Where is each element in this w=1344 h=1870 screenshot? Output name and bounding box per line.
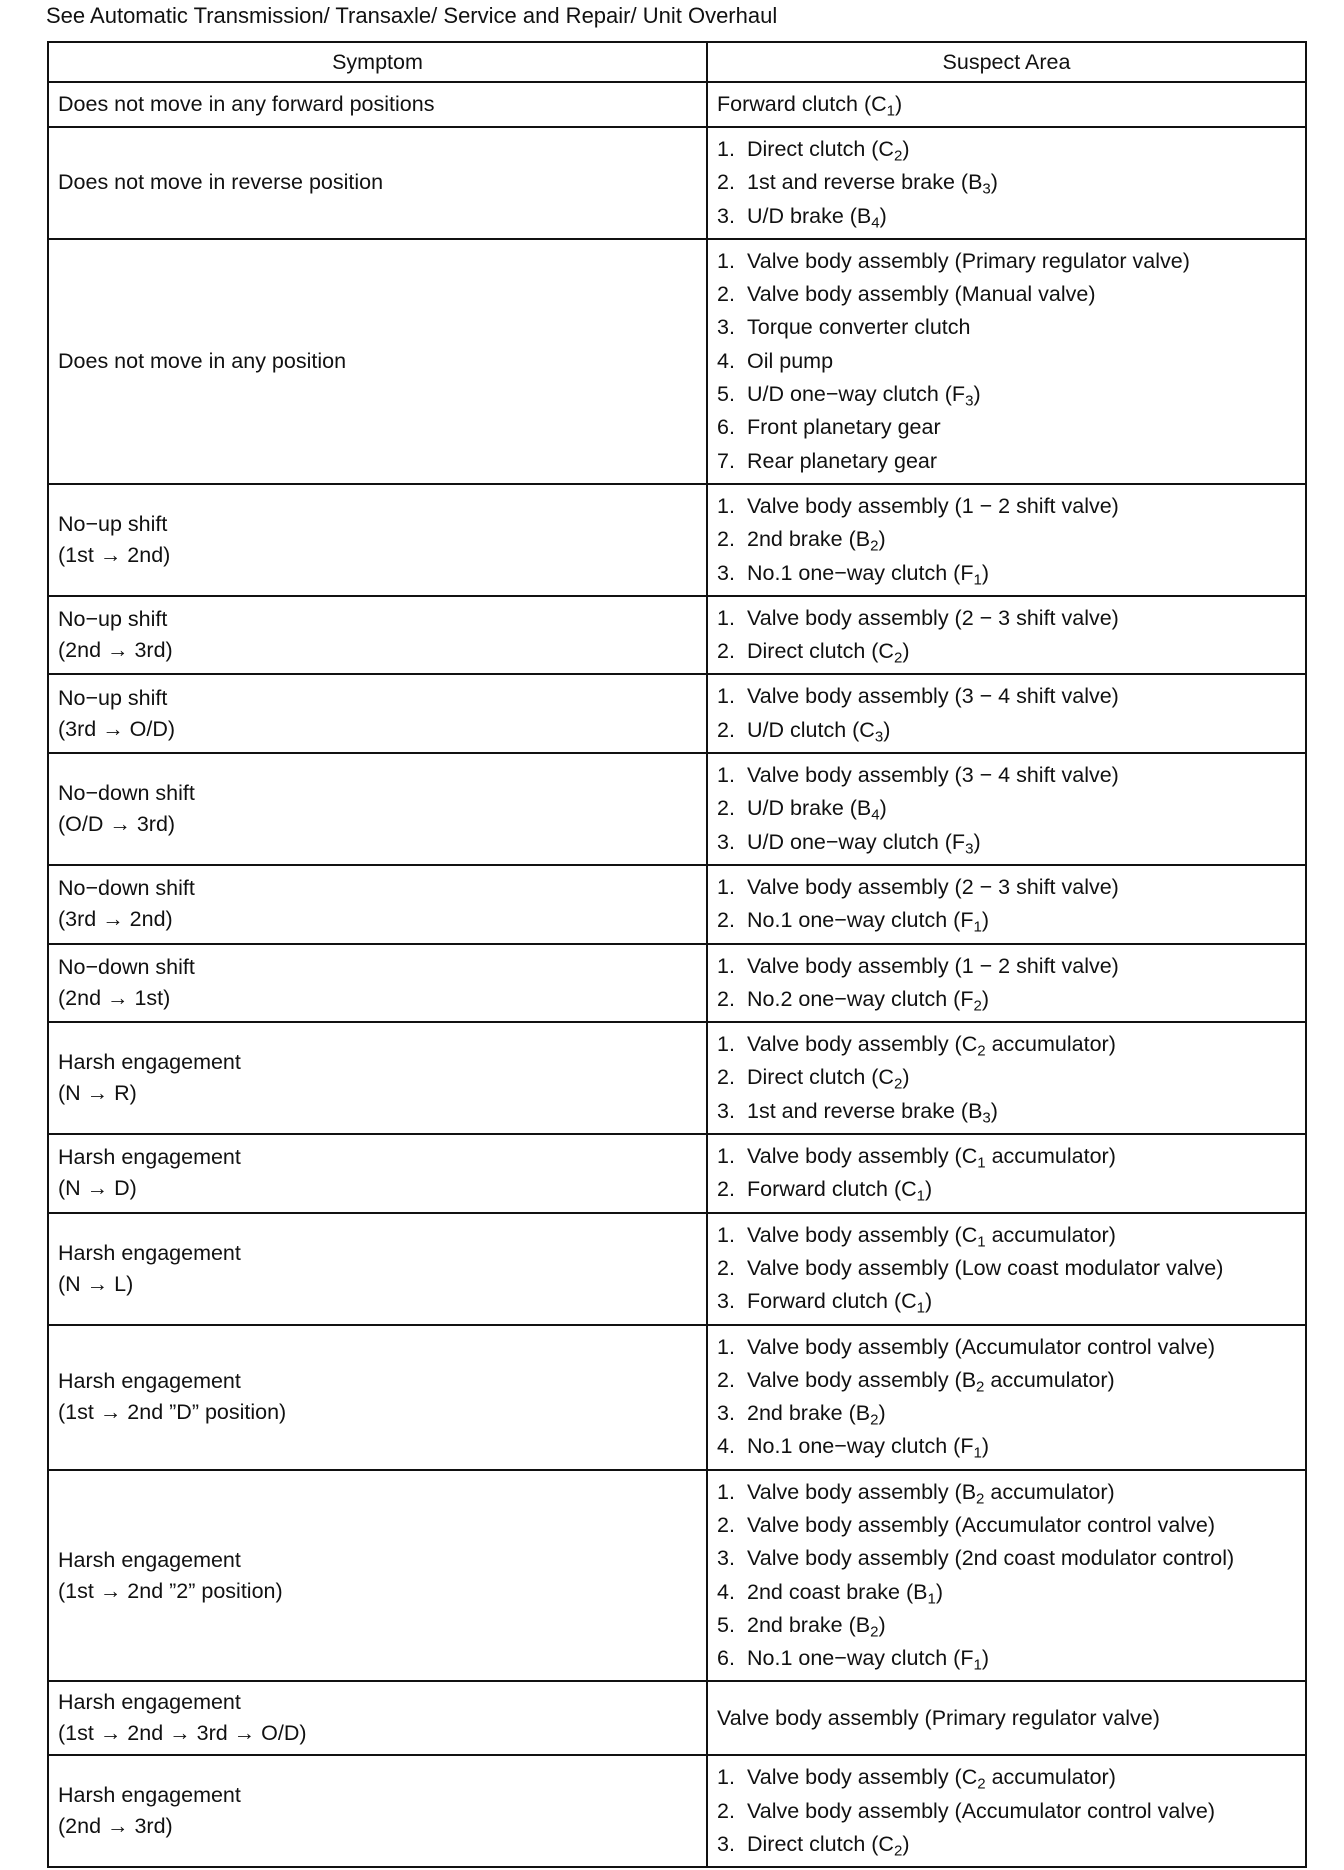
text-segment: 2nd brake (B — [747, 527, 871, 552]
list-item — [717, 1285, 1296, 1318]
list-item — [717, 1095, 1296, 1128]
symptom-cell — [48, 127, 707, 239]
list-item-number: 2. — [717, 1367, 735, 1392]
table-row — [48, 127, 1306, 239]
suspect-area-cell — [707, 596, 1306, 675]
text-segment: Torque converter clutch — [747, 315, 971, 340]
text-segment: Valve body assembly (2 − 3 shift valve) — [747, 605, 1119, 630]
subscript: 3 — [982, 180, 991, 198]
symptom-text: Harsh engagement — [58, 1547, 241, 1572]
text-segment: Valve body assembly (B — [747, 1367, 977, 1392]
subscript: 2 — [977, 1775, 986, 1793]
text-segment: Valve body assembly (3 − 4 shift valve) — [747, 684, 1119, 709]
list-item-number: 2. — [717, 527, 735, 552]
table-row — [48, 1134, 1306, 1213]
list-item — [717, 490, 1296, 523]
list-item — [717, 950, 1296, 983]
list-item — [717, 871, 1296, 904]
list-item — [717, 1761, 1296, 1794]
text-segment: Forward clutch (C — [717, 92, 887, 116]
suspect-area-cell — [707, 82, 1306, 127]
list-item-number: 1. — [717, 953, 735, 978]
table-row — [48, 1681, 1306, 1755]
symptom-cell — [48, 1325, 707, 1470]
list-item-number: 4. — [717, 1579, 735, 1604]
table-row — [48, 239, 1306, 484]
list-item — [717, 1509, 1296, 1542]
text-segment: U/D one−way clutch (F — [747, 382, 966, 407]
list-item-number: 6. — [717, 1646, 735, 1671]
symptom-text: No−up shift — [58, 685, 168, 710]
subscript: 3 — [874, 728, 884, 746]
text-segment: U/D one−way clutch (F — [747, 829, 966, 854]
list-item-number: 3. — [717, 1832, 735, 1857]
text-segment: Valve body assembly (Low coast modulator valve) — [747, 1255, 1224, 1280]
list-item — [717, 759, 1296, 792]
symptom-text: Does not move in any forward positions — [58, 92, 435, 116]
list-item-number: 1. — [717, 1222, 735, 1247]
symptom-text: (1st → 2nd) — [58, 542, 171, 567]
text-segment: ) — [925, 1177, 933, 1202]
text-segment: ) — [981, 986, 990, 1011]
list-item-number: 1. — [717, 1334, 735, 1359]
symptom-cell — [48, 944, 707, 1023]
table-row — [48, 1213, 1306, 1325]
list-item — [717, 200, 1296, 233]
list-item — [717, 1061, 1296, 1094]
text-segment: Forward clutch (C — [747, 1289, 917, 1314]
table-row — [48, 596, 1306, 675]
symptom-text: (N → R) — [58, 1081, 137, 1106]
subscript: 1 — [927, 1590, 936, 1608]
list-item-number: 2. — [717, 282, 735, 307]
list-item — [717, 714, 1296, 747]
text-segment: Valve body assembly (C — [747, 1222, 978, 1247]
text-segment: 1st and reverse brake (B — [747, 1098, 983, 1123]
text-segment: Direct clutch (C — [747, 1065, 894, 1090]
suspect-area-list — [717, 1140, 1296, 1207]
list-item-number: 4. — [717, 1434, 735, 1459]
symptom-cell — [48, 596, 707, 675]
text-segment: ) — [981, 908, 990, 933]
subscript: 1 — [977, 1233, 986, 1251]
suspect-area-cell — [707, 1470, 1306, 1682]
list-item-number: 2. — [717, 1255, 735, 1280]
subscript: 2 — [976, 1490, 985, 1508]
symptom-text: No−down shift — [58, 780, 195, 805]
list-item-number: 3. — [717, 203, 735, 228]
table-row — [48, 865, 1306, 944]
list-item — [717, 1576, 1296, 1609]
text-segment: accumulator) — [985, 1144, 1116, 1169]
subscript: 2 — [976, 1378, 985, 1396]
table-row — [48, 753, 1306, 865]
list-item — [717, 245, 1296, 278]
text-segment: ) — [981, 560, 990, 585]
list-item-number: 1. — [717, 1479, 735, 1504]
list-item — [717, 411, 1296, 444]
symptom-cell — [48, 1022, 707, 1134]
symptom-text: (N → D) — [58, 1176, 137, 1201]
list-item — [717, 602, 1296, 635]
symptom-text: Harsh engagement — [58, 1783, 241, 1808]
subscript: 1 — [916, 1299, 926, 1317]
list-item — [717, 1542, 1296, 1575]
table-row — [48, 1470, 1306, 1682]
column-header-suspect-area: Suspect Area — [707, 42, 1306, 82]
symptom-cell — [48, 1755, 707, 1867]
symptom-cell — [48, 674, 707, 753]
text-segment: U/D brake (B — [747, 203, 872, 228]
suspect-area-cell — [707, 1681, 1306, 1755]
text-segment: Valve body assembly (Primary regulator valve) — [747, 248, 1190, 273]
list-item — [717, 311, 1296, 344]
text-segment: Oil pump — [747, 348, 834, 373]
text-segment: accumulator) — [984, 1479, 1115, 1504]
text-segment: Valve body assembly (C — [747, 1765, 978, 1790]
suspect-area-list — [717, 950, 1296, 1017]
symptom-text: (1st → 2nd ”D” position) — [58, 1400, 287, 1425]
list-item-number: 4. — [717, 348, 735, 373]
list-item-number: 1. — [717, 248, 735, 273]
text-segment: ) — [973, 829, 981, 854]
table-row — [48, 944, 1306, 1023]
table-row — [48, 82, 1306, 127]
suspect-area-list — [717, 490, 1296, 590]
list-item-number: 2. — [717, 796, 735, 821]
text-segment: ) — [902, 137, 910, 161]
list-item — [717, 792, 1296, 825]
list-item-number: 5. — [717, 382, 735, 407]
text-segment: No.1 one−way clutch (F — [747, 560, 974, 585]
suspect-area-list — [717, 602, 1296, 669]
suspect-area-cell — [707, 484, 1306, 596]
list-item-number: 1. — [717, 137, 735, 161]
list-item — [717, 1252, 1296, 1285]
table-row — [48, 1325, 1306, 1470]
text-segment: ) — [878, 1401, 886, 1426]
text-segment: Direct clutch (C — [747, 137, 894, 161]
suspect-area-cell — [707, 865, 1306, 944]
text-segment: Valve body assembly (1 − 2 shift valve) — [747, 953, 1119, 978]
symptom-cell — [48, 753, 707, 865]
text-segment: ) — [879, 203, 887, 228]
list-item — [717, 1173, 1296, 1206]
text-segment: 1st and reverse brake (B — [747, 170, 983, 195]
list-item — [717, 557, 1296, 590]
list-item — [717, 680, 1296, 713]
suspect-area-cell — [707, 753, 1306, 865]
text-segment: ) — [973, 382, 981, 407]
list-item-number: 3. — [717, 1546, 735, 1571]
subscript: 2 — [893, 1842, 903, 1860]
list-item-number: 3. — [717, 1098, 735, 1123]
suspect-area-text: Valve body assembly (Primary regulator valve) — [717, 1705, 1160, 1730]
suspect-area-list — [717, 1331, 1296, 1464]
symptom-cell — [48, 1470, 707, 1682]
text-segment: ) — [902, 1832, 910, 1857]
text-segment: ) — [990, 1098, 998, 1123]
subscript: 1 — [973, 1444, 982, 1462]
text-segment: No.1 one−way clutch (F — [747, 908, 974, 933]
list-item-number: 1. — [717, 763, 735, 788]
list-item — [717, 1331, 1296, 1364]
subscript: 2 — [893, 1075, 903, 1093]
text-segment: Valve body assembly (B — [747, 1479, 977, 1504]
text-segment: Valve body assembly (1 − 2 shift valve) — [747, 493, 1119, 518]
suspect-area-cell — [707, 1022, 1306, 1134]
text-segment: Valve body assembly (C — [747, 1144, 978, 1169]
subscript: 2 — [870, 1411, 879, 1429]
list-item-number: 2. — [717, 1798, 735, 1823]
list-item-number: 7. — [717, 448, 735, 473]
list-item-number: 2. — [717, 1177, 735, 1202]
list-item-number: 2. — [717, 717, 735, 742]
symptom-cell — [48, 1134, 707, 1213]
symptom-text: Harsh engagement — [58, 1369, 241, 1394]
text-segment: Rear planetary gear — [747, 448, 938, 473]
list-item-number: 1. — [717, 493, 735, 518]
text-segment: ) — [981, 1646, 990, 1671]
symptom-text: Harsh engagement — [58, 1145, 241, 1170]
list-item — [717, 1642, 1296, 1675]
list-item — [717, 1476, 1296, 1509]
subscript: 1 — [916, 1187, 926, 1205]
text-segment: Valve body assembly (Accumulator control valve) — [747, 1512, 1216, 1537]
symptom-text: No−up shift — [58, 511, 168, 536]
suspect-area-cell — [707, 1325, 1306, 1470]
subscript: 2 — [870, 537, 879, 555]
text-segment: Valve body assembly (2nd coast modulator control) — [747, 1546, 1235, 1571]
suspect-area-list — [717, 871, 1296, 938]
symptom-cell — [48, 865, 707, 944]
list-item — [717, 1364, 1296, 1397]
list-item-number: 3. — [717, 1289, 735, 1314]
list-item — [717, 1795, 1296, 1828]
list-item — [717, 904, 1296, 937]
suspect-area-list — [717, 759, 1296, 859]
subscript: 1 — [886, 102, 896, 120]
symptom-cell — [48, 484, 707, 596]
list-item-number: 3. — [717, 560, 735, 585]
table-row — [48, 1755, 1306, 1867]
symptom-text: (3rd → O/D) — [58, 716, 176, 741]
list-item — [717, 826, 1296, 859]
list-item — [717, 345, 1296, 378]
symptom-text: Does not move in reverse position — [58, 170, 384, 195]
symptom-text: Does not move in any position — [58, 348, 347, 373]
symptom-cell — [48, 82, 707, 127]
suspect-area-cell — [707, 1213, 1306, 1325]
list-item-number: 3. — [717, 1401, 735, 1426]
list-item-number: 6. — [717, 415, 735, 440]
suspect-area-cell — [707, 944, 1306, 1023]
text-segment: ) — [981, 1434, 990, 1459]
suspect-area-list — [717, 1219, 1296, 1319]
text-segment: Direct clutch (C — [747, 1832, 894, 1857]
list-item — [717, 1140, 1296, 1173]
suspect-area-list — [717, 1028, 1296, 1128]
table-row — [48, 1022, 1306, 1134]
suspect-area-list — [717, 680, 1296, 747]
list-item-number: 2. — [717, 908, 735, 933]
symptom-text: Harsh engagement — [58, 1050, 241, 1075]
list-item-number: 1. — [717, 605, 735, 630]
text-segment: Front planetary gear — [747, 415, 941, 440]
text-segment: accumulator) — [985, 1222, 1116, 1247]
text-segment: ) — [925, 1289, 933, 1314]
list-item-number: 1. — [717, 684, 735, 709]
list-item — [717, 1430, 1296, 1463]
table-row — [48, 674, 1306, 753]
text-segment: No.1 one−way clutch (F — [747, 1646, 974, 1671]
symptom-table — [47, 41, 1307, 1868]
list-item-number: 1. — [717, 874, 735, 899]
text-segment: No.2 one−way clutch (F — [747, 986, 974, 1011]
suspect-area-cell — [707, 1134, 1306, 1213]
text-segment: accumulator) — [984, 1367, 1115, 1392]
text-segment: ) — [879, 796, 887, 821]
subscript: 2 — [893, 649, 903, 667]
page-title: See Automatic Transmission/ Transaxle/ Service and Repair/ Unit Overhaul — [46, 3, 778, 28]
symptom-text: (O/D → 3rd) — [58, 811, 176, 836]
text-segment: 2nd coast brake (B — [747, 1579, 928, 1604]
subscript: 3 — [982, 1109, 991, 1127]
suspect-area-list — [717, 1761, 1296, 1861]
subscript: 4 — [871, 806, 880, 824]
text-segment: ) — [902, 1065, 910, 1090]
symptom-text: (3rd → 2nd) — [58, 907, 173, 932]
subscript: 1 — [973, 571, 982, 589]
list-item — [717, 1397, 1296, 1430]
list-item — [717, 166, 1296, 199]
subscript: 2 — [870, 1623, 879, 1641]
subscript: 2 — [893, 147, 903, 165]
text-segment: Valve body assembly (3 − 4 shift valve) — [747, 763, 1119, 788]
suspect-area-list — [717, 1476, 1296, 1676]
symptom-text: (1st → 2nd ”2” position) — [58, 1578, 283, 1603]
text-segment: Valve body assembly (2 − 3 shift valve) — [747, 874, 1119, 899]
list-item-number: 3. — [717, 315, 735, 340]
symptom-text: (2nd → 1st) — [58, 985, 171, 1010]
text-segment: 2nd brake (B — [747, 1401, 871, 1426]
text-segment: Valve body assembly (C — [747, 1032, 978, 1057]
subscript: 2 — [977, 1042, 986, 1060]
list-item-number: 2. — [717, 1065, 735, 1090]
symptom-text: No−down shift — [58, 954, 195, 979]
list-item — [717, 523, 1296, 556]
subscript: 1 — [973, 1656, 982, 1674]
list-item — [717, 635, 1296, 668]
text-segment: Valve body assembly (Accumulator control valve) — [747, 1798, 1216, 1823]
list-item — [717, 1609, 1296, 1642]
subscript: 1 — [977, 1154, 986, 1172]
list-item — [717, 983, 1296, 1016]
text-segment: Valve body assembly (Manual valve) — [747, 282, 1096, 307]
suspect-area-text — [717, 88, 1296, 121]
symptom-text: (1st → 2nd → 3rd → O/D) — [58, 1721, 307, 1746]
text-segment: ) — [935, 1579, 944, 1604]
symptom-text: (N → L) — [58, 1271, 134, 1296]
list-item — [717, 1219, 1296, 1252]
subscript: 3 — [965, 840, 974, 858]
suspect-area-list — [717, 245, 1296, 478]
text-segment: ) — [895, 92, 903, 116]
list-item — [717, 445, 1296, 478]
list-item — [717, 1028, 1296, 1061]
text-segment: U/D clutch (C — [747, 717, 875, 742]
subscript: 2 — [973, 997, 982, 1015]
symptom-text: Harsh engagement — [58, 1240, 241, 1265]
list-item-number: 1. — [717, 1765, 735, 1790]
list-item — [717, 133, 1296, 166]
list-item-number: 2. — [717, 1512, 735, 1537]
text-segment: ) — [878, 1612, 886, 1637]
list-item — [717, 378, 1296, 411]
suspect-area-cell — [707, 239, 1306, 484]
text-segment: accumulator) — [985, 1032, 1116, 1057]
text-segment: ) — [883, 717, 891, 742]
text-segment: accumulator) — [985, 1765, 1116, 1790]
column-header-symptom: Symptom — [48, 42, 707, 82]
text-segment: No.1 one−way clutch (F — [747, 1434, 974, 1459]
symptom-text: (2nd → 3rd) — [58, 638, 173, 663]
list-item-number: 1. — [717, 1144, 735, 1169]
list-item — [717, 278, 1296, 311]
symptom-text: (2nd → 3rd) — [58, 1814, 173, 1839]
subscript: 3 — [965, 392, 974, 410]
text-segment: ) — [878, 527, 886, 552]
symptom-text: No−up shift — [58, 607, 168, 632]
suspect-area-cell — [707, 1755, 1306, 1867]
text-segment: U/D brake (B — [747, 796, 872, 821]
list-item-number: 3. — [717, 829, 735, 854]
table-body — [48, 82, 1306, 1867]
list-item-number: 2. — [717, 986, 735, 1011]
list-item — [717, 1828, 1296, 1861]
text-segment: 2nd brake (B — [747, 1612, 871, 1637]
symptom-cell — [48, 1213, 707, 1325]
symptom-cell — [48, 1681, 707, 1755]
suspect-area-cell — [707, 674, 1306, 753]
list-item-number: 2. — [717, 639, 735, 664]
suspect-area-list — [717, 133, 1296, 233]
list-item-number: 5. — [717, 1612, 735, 1637]
symptom-cell — [48, 239, 707, 484]
list-item-number: 2. — [717, 170, 735, 195]
subscript: 4 — [871, 214, 880, 232]
text-segment: Forward clutch (C — [747, 1177, 917, 1202]
text-segment: Direct clutch (C — [747, 639, 894, 664]
text-segment: Valve body assembly (Accumulator control valve) — [747, 1334, 1216, 1359]
text-segment: ) — [902, 639, 910, 664]
table-header-row — [48, 42, 1306, 82]
symptom-text: No−down shift — [58, 876, 195, 901]
symptom-text: Harsh engagement — [58, 1690, 241, 1715]
list-item-number: 1. — [717, 1032, 735, 1057]
suspect-area-cell — [707, 127, 1306, 239]
table-row — [48, 484, 1306, 596]
subscript: 1 — [973, 918, 982, 936]
text-segment: ) — [990, 170, 998, 195]
